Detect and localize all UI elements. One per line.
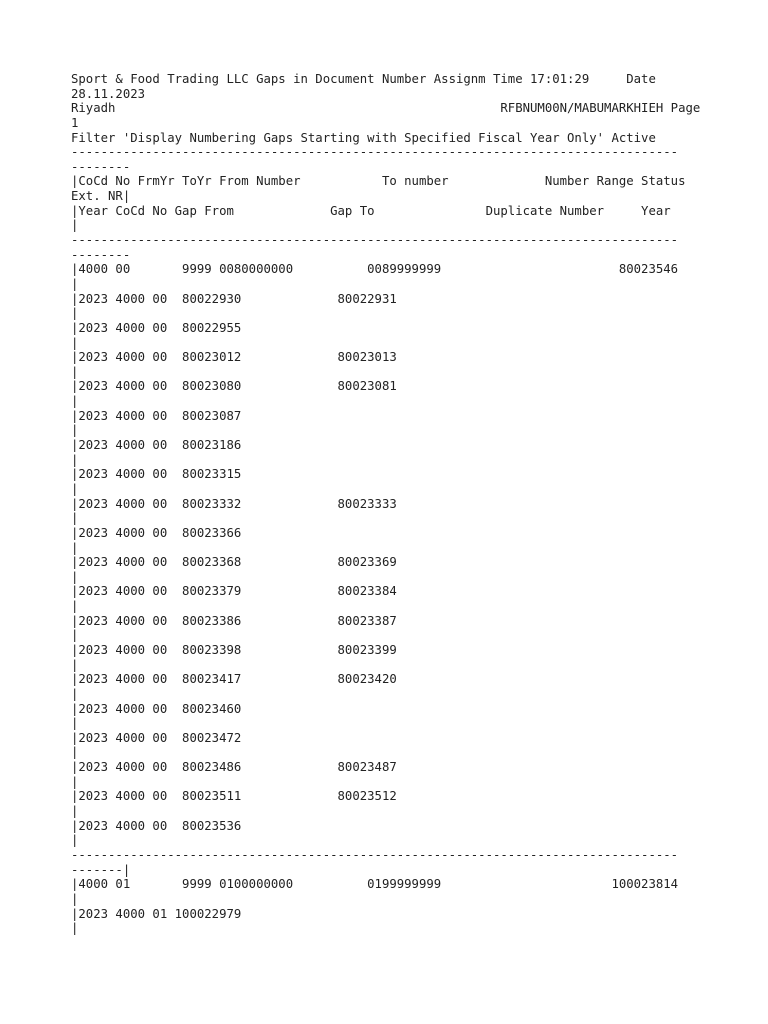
report-line: 28.11.2023 — [71, 86, 146, 101]
report-line: |2023 4000 00 80023366 — [71, 525, 242, 540]
report-line: | — [71, 686, 79, 701]
report-line: |2023 4000 00 80023080 80023081 — [71, 379, 397, 394]
report-line: ---------------------------------------------------------------------------------- — [71, 233, 679, 248]
report-line: | — [71, 452, 79, 467]
report-line: | — [71, 833, 79, 848]
report-line: | — [71, 569, 79, 584]
report-line: |2023 4000 00 80023472 — [71, 730, 242, 745]
report-line: -------- — [71, 159, 131, 174]
report-line: |2023 4000 00 80023386 80023387 — [71, 613, 397, 628]
report-line: |2023 4000 01 100022979 — [71, 906, 242, 921]
report-line: | — [71, 481, 79, 496]
report-line: | — [71, 891, 79, 906]
report-line: | — [71, 306, 79, 321]
report-line: ---------------------------------------------------------------------------------- — [71, 847, 679, 862]
report-line: | — [71, 335, 79, 350]
report-line: -------| — [71, 862, 131, 877]
report-line: | — [71, 716, 79, 731]
report-line: |2023 4000 00 80023012 80023013 — [71, 350, 397, 365]
report-line: Sport & Food Trading LLC Gaps in Document Number Assignm Time 17:01:29 Date — [71, 72, 656, 86]
report-line: | — [71, 394, 79, 409]
report-line: |4000 01 9999 0100000000 0199999999 100023814 — [71, 877, 679, 892]
report-line: |2023 4000 00 80023332 80023333 — [71, 496, 397, 511]
report-line: |CoCd No FrmYr ToYr From Number To number Number Range Status — [71, 174, 686, 189]
report-line: |2023 4000 00 80023186 — [71, 438, 242, 453]
report-line: |Year CoCd No Gap From Gap To Duplicate Number Year — [71, 203, 671, 218]
report-line: | — [71, 218, 79, 233]
report-line: |2023 4000 00 80022930 80022931 — [71, 291, 397, 306]
report-line: |4000 00 9999 0080000000 0089999999 80023546 — [71, 262, 679, 277]
report-line: | — [71, 804, 79, 819]
report-line: |2023 4000 00 80022955 — [71, 320, 242, 335]
report-line: | — [71, 774, 79, 789]
report-line: |2023 4000 00 80023315 — [71, 467, 242, 482]
report-line: | — [71, 628, 79, 643]
report-line: |2023 4000 00 80023486 80023487 — [71, 760, 397, 775]
report-line: | — [71, 364, 79, 379]
report-line: |2023 4000 00 80023398 80023399 — [71, 642, 397, 657]
report-line: |2023 4000 00 80023511 80023512 — [71, 789, 397, 804]
report-line: ---------------------------------------------------------------------------------- — [71, 145, 679, 160]
report-line: | — [71, 540, 79, 555]
report-line: Ext. NR| — [71, 189, 131, 204]
report-line: Riyadh RFBNUM00N/MABUMARKHIEH Page — [71, 101, 701, 116]
report-line: | — [71, 423, 79, 438]
report-line: | — [71, 276, 79, 291]
report-line: | — [71, 599, 79, 614]
report-line: |2023 4000 00 80023536 — [71, 818, 242, 833]
report-line: |2023 4000 00 80023460 — [71, 701, 242, 716]
report-line: | — [71, 921, 79, 936]
report-line: 1 — [71, 115, 79, 130]
report-line: Filter 'Display Numbering Gaps Starting with Specified Fiscal Year Only' Active — [71, 130, 656, 145]
report-line: |2023 4000 00 80023417 80023420 — [71, 672, 397, 687]
report-line: |2023 4000 00 80023379 80023384 — [71, 584, 397, 599]
report-line: | — [71, 657, 79, 672]
report-line: |2023 4000 00 80023087 — [71, 408, 242, 423]
report-line: |2023 4000 00 80023368 80023369 — [71, 555, 397, 570]
report-line: -------- — [71, 247, 131, 262]
report-listing — [71, 72, 711, 936]
report-line: | — [71, 745, 79, 760]
report-line: | — [71, 511, 79, 526]
